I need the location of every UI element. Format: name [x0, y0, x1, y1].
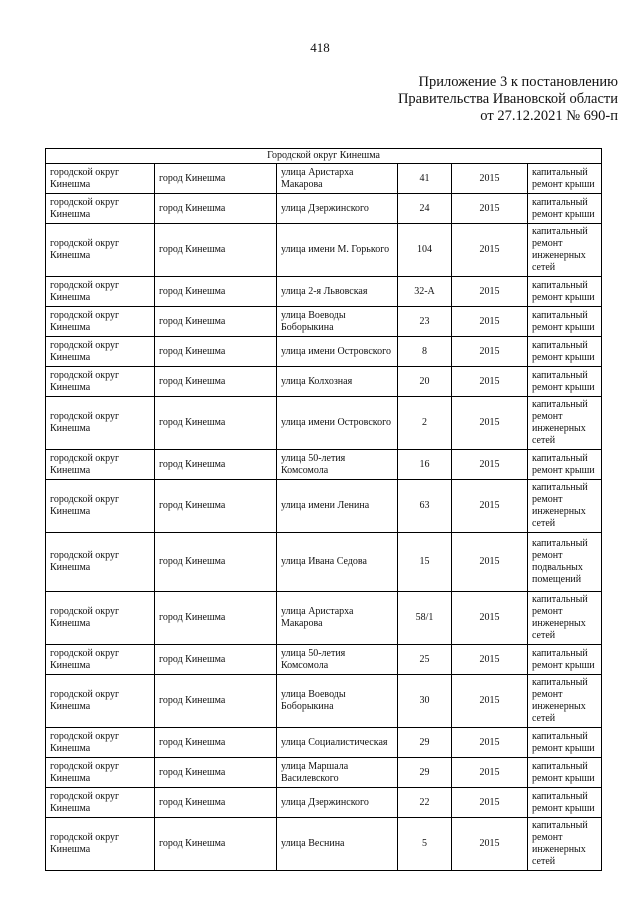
cell-house: 24 [398, 194, 452, 224]
cell-year: 2015 [452, 397, 528, 450]
cell-house: 104 [398, 224, 452, 277]
cell-district: городской округ Кинешма [46, 645, 155, 675]
table-row [46, 758, 602, 788]
table-row [46, 788, 602, 818]
cell-house: 2 [398, 397, 452, 450]
cell-work: капитальный ремонт крыши [528, 728, 602, 758]
table-row [46, 224, 602, 277]
cell-work: капитальный ремонт крыши [528, 194, 602, 224]
buildings-table [45, 148, 602, 871]
cell-settlement: город Кинешма [155, 307, 277, 337]
appendix-line: Правительства Ивановской области [397, 91, 618, 107]
cell-street: улица имени Островского [277, 397, 398, 450]
cell-street: улица Маршала Василевского [277, 758, 398, 788]
cell-work: капитальный ремонт инженерных сетей [528, 592, 602, 645]
cell-house: 63 [398, 480, 452, 533]
cell-district: городской округ Кинешма [46, 758, 155, 788]
cell-house: 41 [398, 164, 452, 194]
cell-work: капитальный ремонт крыши [528, 450, 602, 480]
table-row [46, 450, 602, 480]
cell-street: улица Дзержинского [277, 194, 398, 224]
cell-house: 29 [398, 758, 452, 788]
table-row [46, 533, 602, 592]
section-title: Городской округ Кинешма [46, 149, 602, 164]
cell-work: капитальный ремонт крыши [528, 788, 602, 818]
cell-year: 2015 [452, 675, 528, 728]
cell-settlement: город Кинешма [155, 758, 277, 788]
cell-year: 2015 [452, 337, 528, 367]
cell-year: 2015 [452, 164, 528, 194]
cell-district: городской округ Кинешма [46, 367, 155, 397]
cell-settlement: город Кинешма [155, 194, 277, 224]
cell-street: улица 2-я Львовская [277, 277, 398, 307]
cell-street: улица Аристарха Макарова [277, 164, 398, 194]
cell-district: городской округ Кинешма [46, 728, 155, 758]
cell-settlement: город Кинешма [155, 645, 277, 675]
cell-work: капитальный ремонт инженерных сетей [528, 675, 602, 728]
cell-work: капитальный ремонт крыши [528, 645, 602, 675]
cell-district: городской округ Кинешма [46, 397, 155, 450]
cell-house: 25 [398, 645, 452, 675]
cell-house: 5 [398, 818, 452, 871]
table-row [46, 307, 602, 337]
cell-street: улица Аристарха Макарова [277, 592, 398, 645]
cell-street: улица Воеводы Боборыкина [277, 307, 398, 337]
cell-street: улица Ивана Седова [277, 533, 398, 592]
cell-house: 32-А [398, 277, 452, 307]
cell-street: улица имени Островского [277, 337, 398, 367]
cell-work: капитальный ремонт крыши [528, 758, 602, 788]
cell-settlement: город Кинешма [155, 164, 277, 194]
cell-settlement: город Кинешма [155, 337, 277, 367]
table-row [46, 728, 602, 758]
cell-district: городской округ Кинешма [46, 224, 155, 277]
page-number: 418 [310, 40, 330, 55]
cell-year: 2015 [452, 307, 528, 337]
cell-work: капитальный ремонт крыши [528, 307, 602, 337]
cell-work: капитальный ремонт инженерных сетей [528, 480, 602, 533]
cell-work: капитальный ремонт подвальных помещений [528, 533, 602, 592]
table-row [46, 277, 602, 307]
cell-year: 2015 [452, 533, 528, 592]
cell-year: 2015 [452, 818, 528, 871]
cell-street: улица 50-летия Комсомола [277, 645, 398, 675]
cell-district: городской округ Кинешма [46, 788, 155, 818]
cell-settlement: город Кинешма [155, 533, 277, 592]
cell-year: 2015 [452, 367, 528, 397]
cell-settlement: город Кинешма [155, 397, 277, 450]
cell-house: 16 [398, 450, 452, 480]
cell-work: капитальный ремонт инженерных сетей [528, 818, 602, 871]
cell-year: 2015 [452, 277, 528, 307]
cell-work: капитальный ремонт инженерных сетей [528, 224, 602, 277]
table-row [46, 818, 602, 871]
cell-house: 22 [398, 788, 452, 818]
cell-settlement: город Кинешма [155, 450, 277, 480]
table-row [46, 194, 602, 224]
cell-house: 58/1 [398, 592, 452, 645]
cell-year: 2015 [452, 194, 528, 224]
table-row [46, 397, 602, 450]
cell-settlement: город Кинешма [155, 788, 277, 818]
cell-house: 20 [398, 367, 452, 397]
cell-settlement: город Кинешма [155, 277, 277, 307]
cell-house: 15 [398, 533, 452, 592]
cell-year: 2015 [452, 592, 528, 645]
table-row [46, 592, 602, 645]
table-row [46, 164, 602, 194]
cell-street: улица 50-летия Комсомола [277, 450, 398, 480]
cell-street: улица Социалистическая [277, 728, 398, 758]
cell-district: городской округ Кинешма [46, 592, 155, 645]
cell-year: 2015 [452, 480, 528, 533]
cell-district: городской округ Кинешма [46, 277, 155, 307]
appendix-line: от 27.12.2021 № 690-п [480, 108, 618, 124]
cell-street: улица Воеводы Боборыкина [277, 675, 398, 728]
cell-year: 2015 [452, 645, 528, 675]
cell-year: 2015 [452, 450, 528, 480]
cell-house: 8 [398, 337, 452, 367]
cell-settlement: город Кинешма [155, 592, 277, 645]
cell-district: городской округ Кинешма [46, 307, 155, 337]
cell-house: 29 [398, 728, 452, 758]
appendix-header [398, 74, 618, 125]
cell-street: улица Колхозная [277, 367, 398, 397]
cell-district: городской округ Кинешма [46, 675, 155, 728]
cell-settlement: город Кинешма [155, 224, 277, 277]
cell-street: улица Веснина [277, 818, 398, 871]
cell-year: 2015 [452, 224, 528, 277]
cell-year: 2015 [452, 728, 528, 758]
cell-settlement: город Кинешма [155, 675, 277, 728]
cell-district: городской округ Кинешма [46, 450, 155, 480]
table-row [46, 337, 602, 367]
cell-street: улица имени М. Горького [277, 224, 398, 277]
appendix-line: Приложение 3 к постановлению [418, 74, 618, 90]
cell-settlement: город Кинешма [155, 367, 277, 397]
cell-district: городской округ Кинешма [46, 194, 155, 224]
table-row [46, 675, 602, 728]
cell-house: 23 [398, 307, 452, 337]
cell-settlement: город Кинешма [155, 728, 277, 758]
cell-settlement: город Кинешма [155, 480, 277, 533]
cell-work: капитальный ремонт крыши [528, 337, 602, 367]
cell-street: улица имени Ленина [277, 480, 398, 533]
cell-district: городской округ Кинешма [46, 533, 155, 592]
cell-district: городской округ Кинешма [46, 337, 155, 367]
cell-house: 30 [398, 675, 452, 728]
cell-year: 2015 [452, 788, 528, 818]
table-row [46, 480, 602, 533]
table-row [46, 367, 602, 397]
cell-year: 2015 [452, 758, 528, 788]
cell-district: городской округ Кинешма [46, 164, 155, 194]
cell-work: капитальный ремонт крыши [528, 367, 602, 397]
cell-settlement: город Кинешма [155, 818, 277, 871]
cell-district: городской округ Кинешма [46, 480, 155, 533]
cell-work: капитальный ремонт крыши [528, 277, 602, 307]
cell-district: городской округ Кинешма [46, 818, 155, 871]
cell-work: капитальный ремонт инженерных сетей [528, 397, 602, 450]
cell-work: капитальный ремонт крыши [528, 164, 602, 194]
cell-street: улица Дзержинского [277, 788, 398, 818]
table-row [46, 645, 602, 675]
